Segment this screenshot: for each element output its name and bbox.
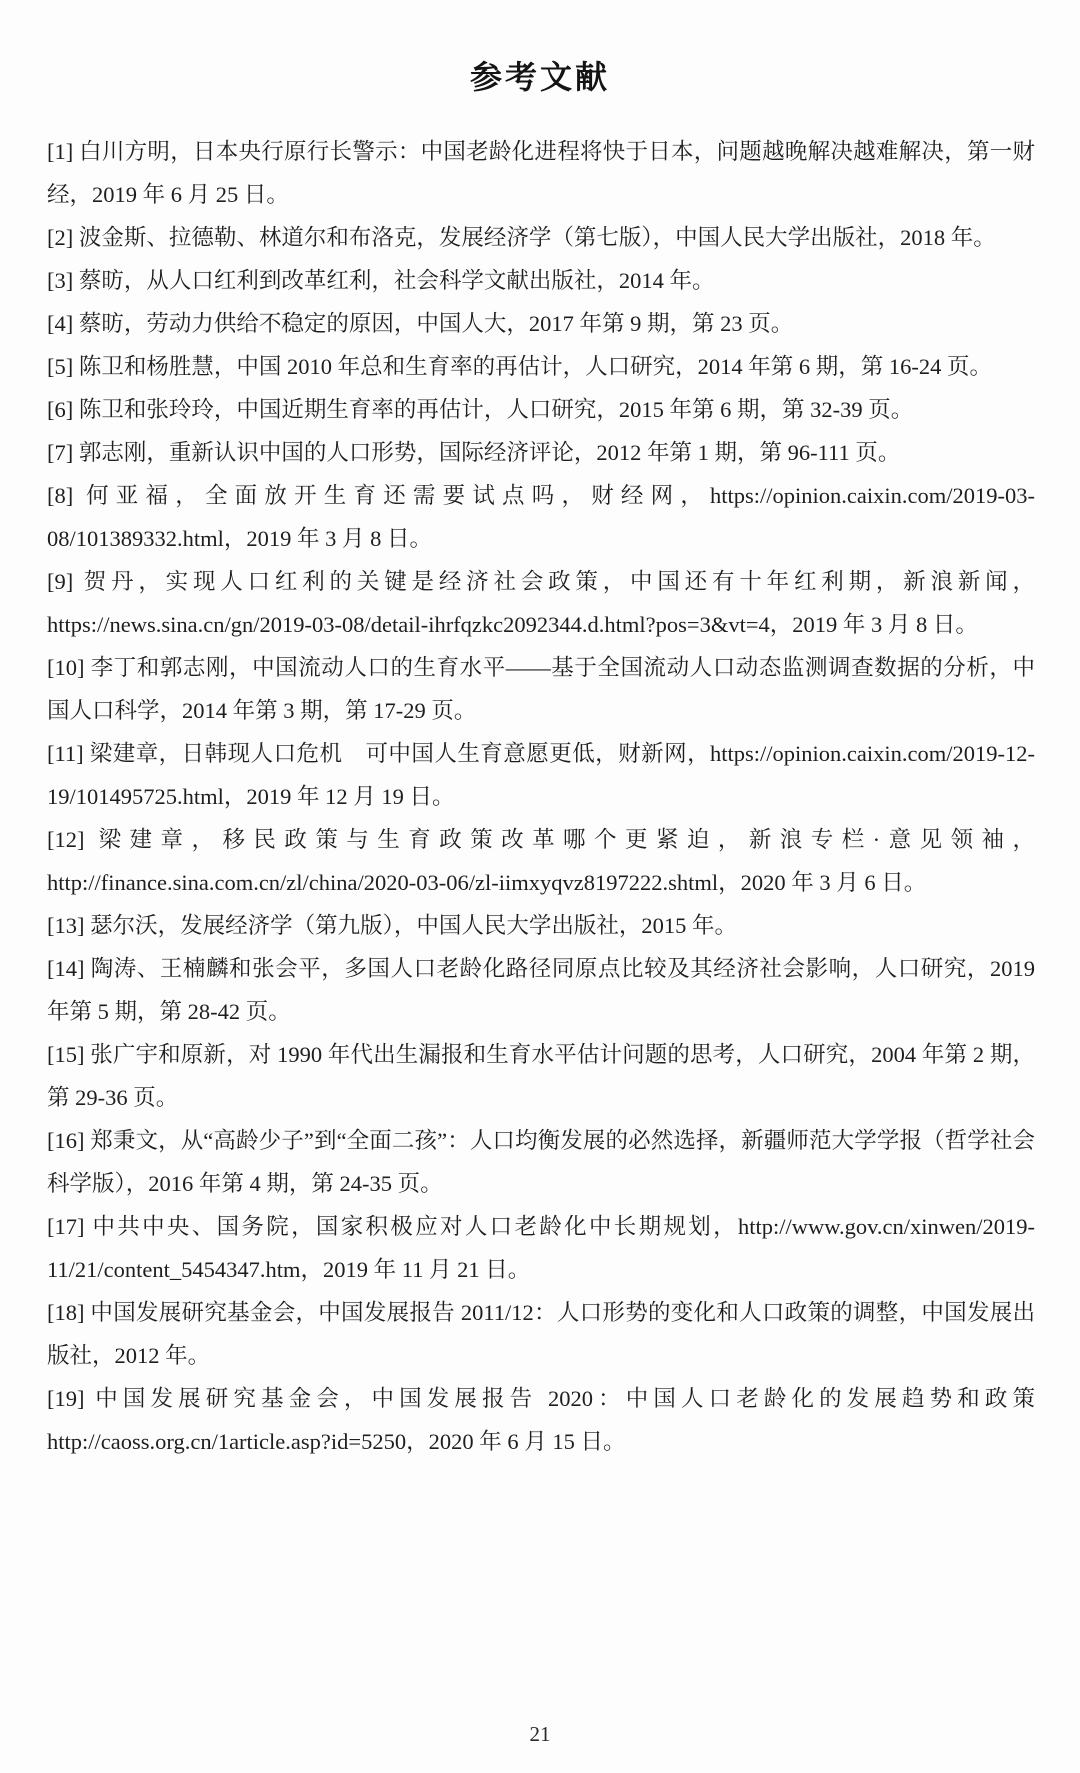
reference-text: 蔡昉，劳动力供给不稳定的原因，中国人大，2017 年第 9 期，第 23 页。 <box>78 311 794 336</box>
page-number: 21 <box>529 1722 551 1746</box>
reference-item <box>47 646 1035 732</box>
reference-item <box>47 904 1035 947</box>
reference-text: 郑秉文，从“高龄少子”到“全面二孩”：人口均衡发展的必然选择，新疆师范大学学报（哲学社会科学版），2016 年第 4 期，第 24-35 页。 <box>47 1128 1036 1196</box>
reference-text: 何亚福，全面放开生育还需要试点吗，财经网，https://opinion.caixin.com/2019-03-08/101389332.html，2019 年 3 月 8 日。 <box>47 483 1036 551</box>
reference-item <box>47 302 1035 345</box>
reference-item <box>47 259 1035 302</box>
reference-number: [19] <box>47 1386 85 1411</box>
reference-number: [9] <box>47 569 74 594</box>
reference-item <box>47 130 1035 216</box>
reference-number: [5] <box>47 354 74 379</box>
reference-text: 瑟尔沃，发展经济学（第九版），中国人民大学出版社，2015 年。 <box>90 913 738 938</box>
reference-text: 白川方明，日本央行原行长警示：中国老龄化进程将快于日本，问题越晚解决越难解决，第一财经，2019 年 6 月 25 日。 <box>47 139 1035 207</box>
reference-number: [17] <box>47 1214 85 1239</box>
reference-number: [12] <box>47 827 85 852</box>
reference-item <box>47 732 1035 818</box>
reference-item <box>47 947 1035 1033</box>
reference-item <box>47 431 1035 474</box>
reference-item <box>47 474 1035 560</box>
reference-number: [14] <box>47 956 85 981</box>
reference-text: 张广宇和原新，对 1990 年代出生漏报和生育水平估计问题的思考，人口研究，2004 年第 2 期，第 29-36 页。 <box>47 1042 1035 1110</box>
reference-item <box>47 818 1035 904</box>
reference-text: 李丁和郭志刚，中国流动人口的生育水平——基于全国流动人口动态监测调查数据的分析，中国人口科学，2014 年第 3 期，第 17-29 页。 <box>47 655 1035 723</box>
reference-text: 梁建章，移民政策与生育政策改革哪个更紧迫，新浪专栏·意见领袖，http://finance.sina.com.cn/zl/china/2020-03-06/zl-iimxyqvz8197222.shtml，2020 年 3 月 6 日。 <box>47 827 1035 895</box>
reference-number: [16] <box>47 1128 85 1153</box>
reference-text: 陈卫和杨胜慧，中国 2010 年总和生育率的再估计，人口研究，2014 年第 6 期，第 16-24 页。 <box>78 354 992 379</box>
reference-text: 梁建章，日韩现人口危机 可中国人生育意愿更低，财新网，https://opinion.caixin.com/2019-12-19/101495725.html，2019 年 12 月 19 日。 <box>47 741 1036 809</box>
reference-item <box>47 345 1035 388</box>
reference-item <box>47 1119 1035 1205</box>
reference-number: [10] <box>47 655 85 680</box>
reference-text: 中国发展研究基金会，中国发展报告 2020：中国人口老龄化的发展趋势和政策 http://caoss.org.cn/1article.asp?id=5250，2020 年 6 月 15 日。 <box>47 1386 1035 1454</box>
reference-number: [6] <box>47 397 74 422</box>
reference-number: [11] <box>47 741 84 766</box>
page-title: 参考文献 <box>469 59 610 95</box>
reference-number: [2] <box>47 225 74 250</box>
reference-number: [15] <box>47 1042 85 1067</box>
reference-item <box>47 1377 1035 1463</box>
reference-text: 蔡昉，从人口红利到改革红利，社会科学文献出版社，2014 年。 <box>78 268 715 293</box>
reference-text: 中共中央、国务院，国家积极应对人口老龄化中长期规划，http://www.gov.cn/xinwen/2019-11/21/content_5454347.htm，2019 年 11 月 21 日。 <box>47 1214 1035 1282</box>
reference-number: [18] <box>47 1300 85 1325</box>
reference-number: [13] <box>47 913 85 938</box>
reference-item <box>47 388 1035 431</box>
reference-item <box>47 216 1035 259</box>
reference-text: 中国发展研究基金会，中国发展报告 2011/12：人口形势的变化和人口政策的调整，中国发展出版社，2012 年。 <box>47 1300 1036 1368</box>
reference-number: [7] <box>47 440 74 465</box>
reference-text: 郭志刚，重新认识中国的人口形势，国际经济评论，2012 年第 1 期，第 96-111 页。 <box>78 440 901 465</box>
reference-item <box>47 560 1035 646</box>
reference-number: [8] <box>47 483 74 508</box>
reference-item <box>47 1033 1035 1119</box>
reference-text: 陈卫和张玲玲，中国近期生育率的再估计，人口研究，2015 年第 6 期，第 32-39 页。 <box>78 397 914 422</box>
reference-number: [1] <box>47 139 74 164</box>
reference-text: 贺丹，实现人口红利的关键是经济社会政策，中国还有十年红利期，新浪新闻，https://news.sina.cn/gn/2019-03-08/detail-ihrfqzkc2092344.d.html?pos=3&vt=4，2019 年 3 月 8 日。 <box>47 569 1035 637</box>
references-list <box>47 130 1035 1463</box>
reference-item <box>47 1205 1035 1291</box>
reference-text: 波金斯、拉德勒、林道尔和布洛克，发展经济学（第七版），中国人民大学出版社，2018 年。 <box>78 225 996 250</box>
reference-text: 陶涛、王楠麟和张会平，多国人口老龄化路径同原点比较及其经济社会影响，人口研究，2019 年第 5 期，第 28-42 页。 <box>47 956 1035 1024</box>
reference-number: [3] <box>47 268 74 293</box>
reference-number: [4] <box>47 311 74 336</box>
reference-item <box>47 1291 1035 1377</box>
